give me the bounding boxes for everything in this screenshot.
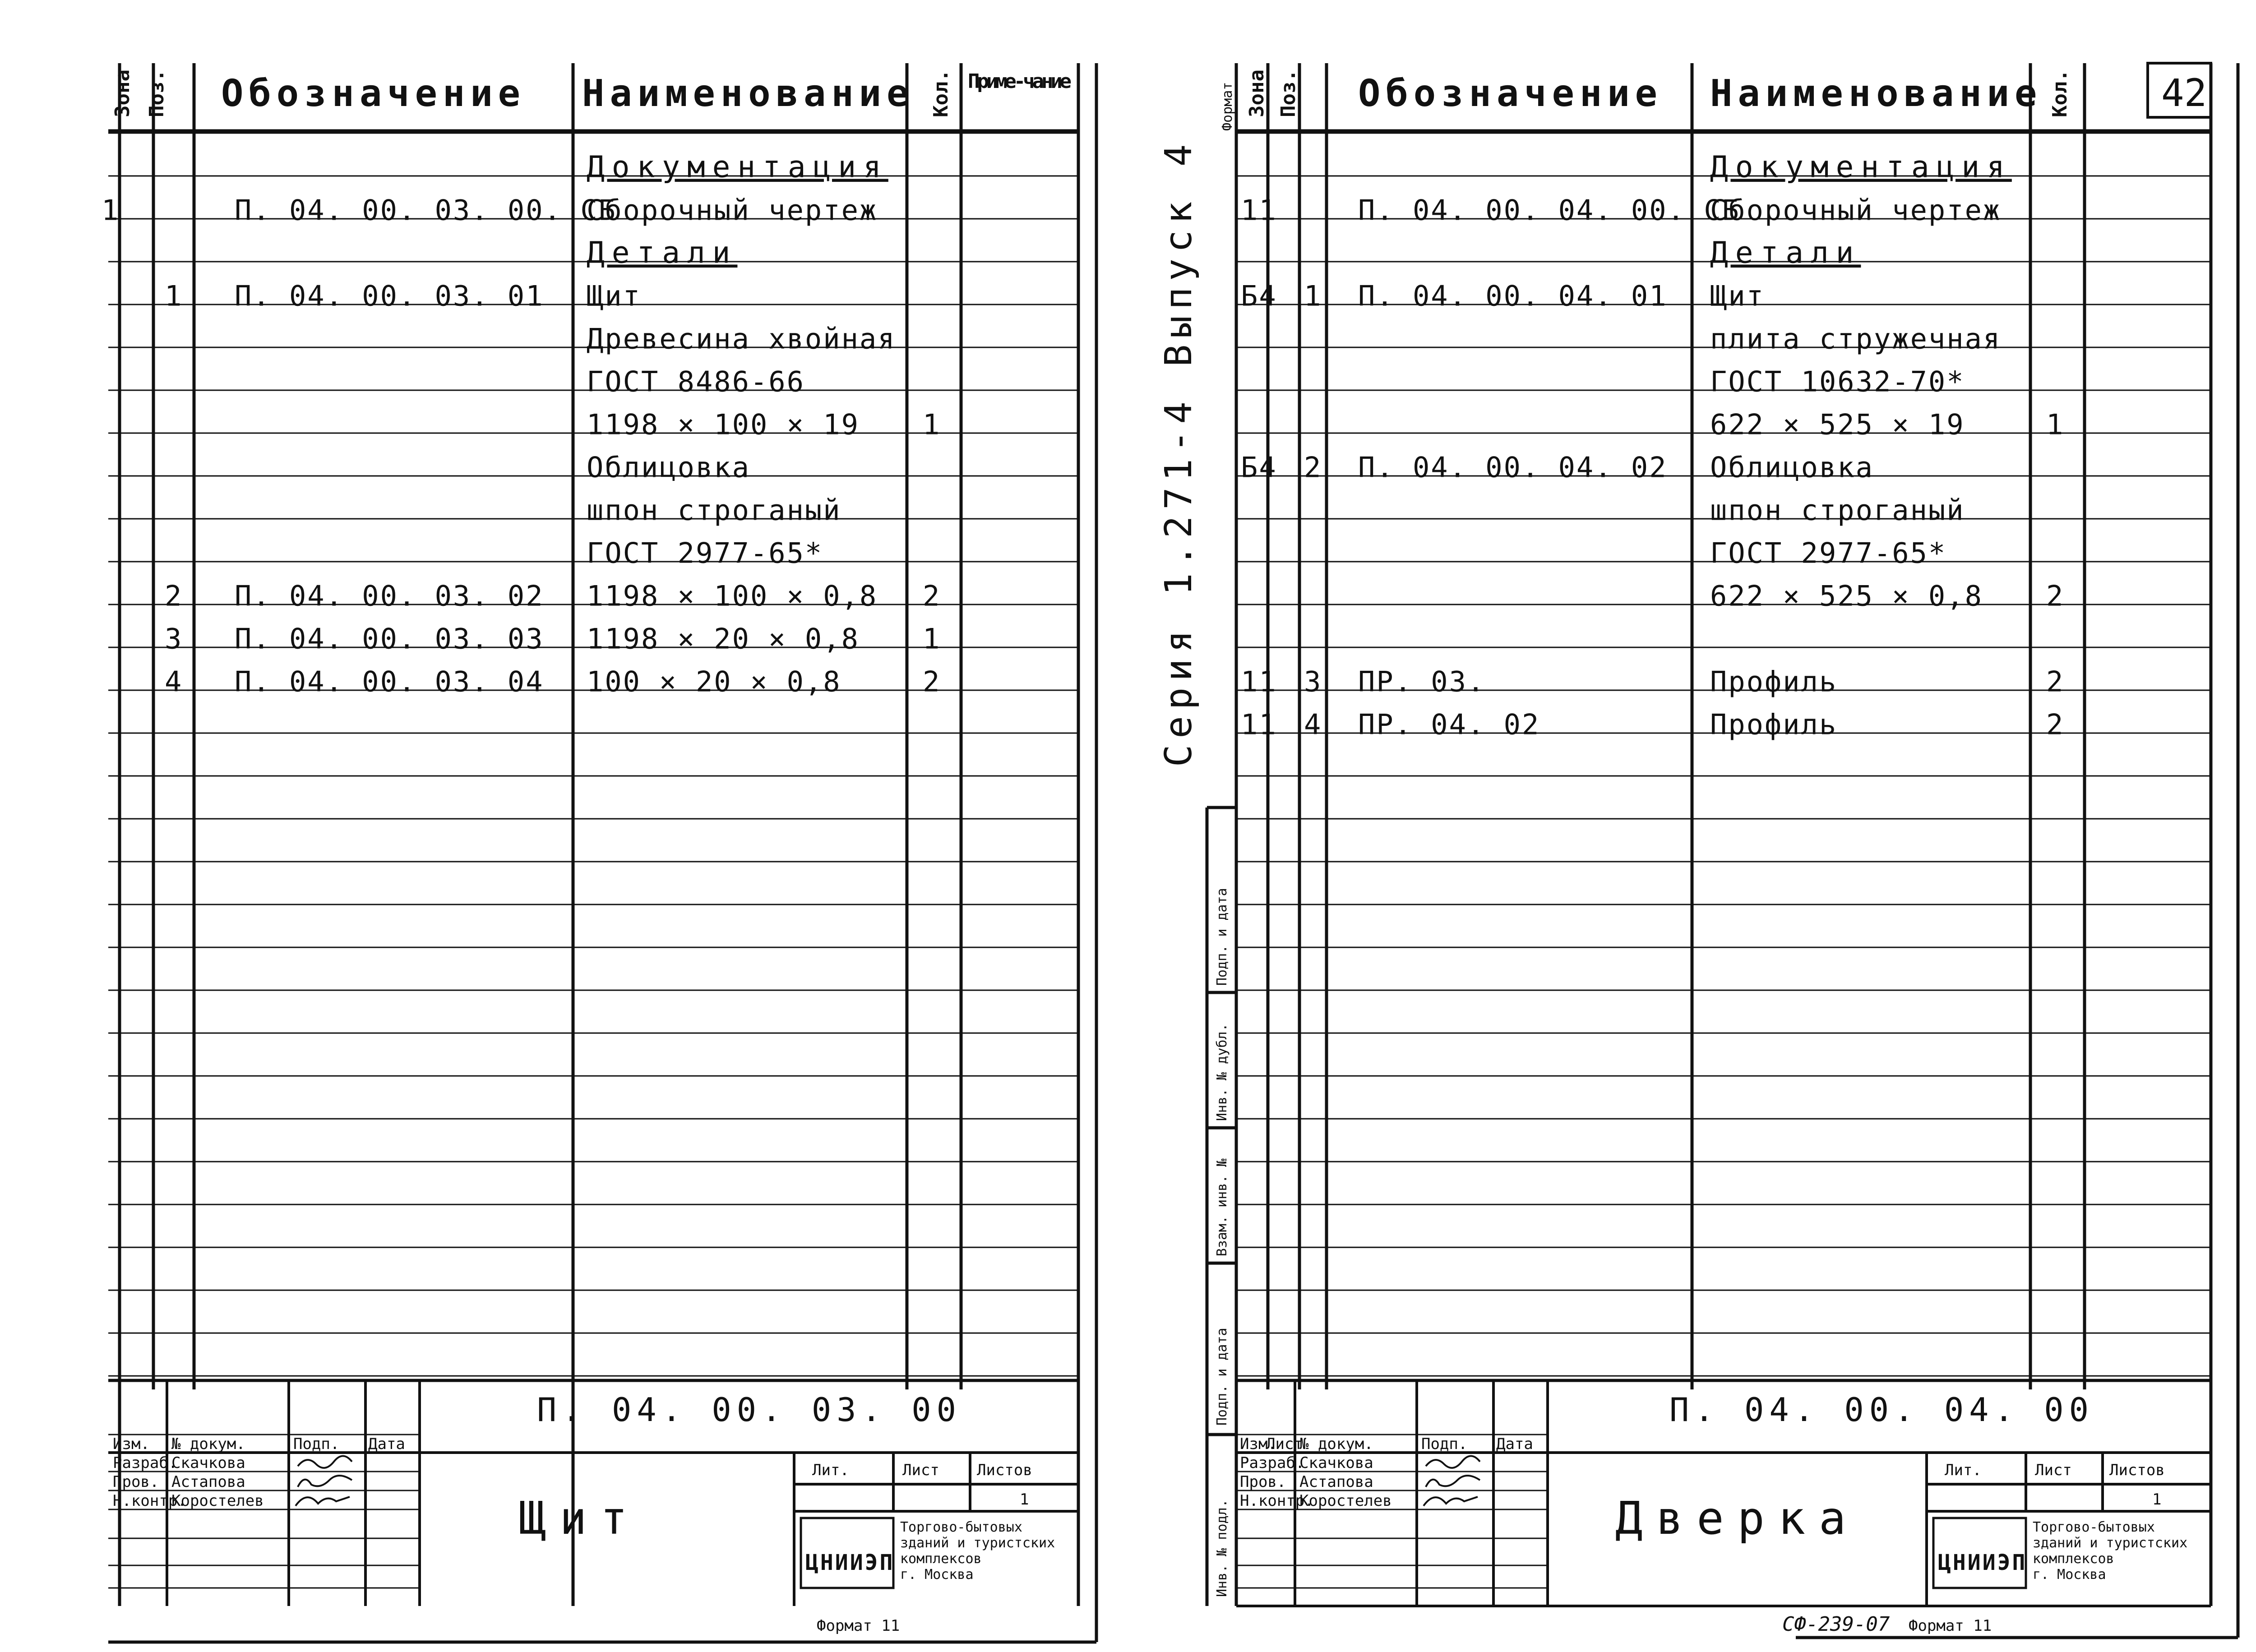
- pos-cell: 4: [1304, 708, 1322, 741]
- org-line-3: комплексов: [2033, 1551, 2114, 1567]
- table-row: [1710, 365, 1965, 398]
- right-spec-sheet: [1207, 63, 2238, 1638]
- qty-header: Кол.: [2048, 69, 2071, 117]
- table-row: [1710, 235, 1861, 270]
- pos-cell: 2: [1304, 451, 1322, 484]
- table-row: [587, 408, 941, 441]
- table-row: [1241, 665, 2064, 698]
- org-line-3: комплексов: [900, 1551, 982, 1567]
- name-cell: шпон строганый: [1710, 494, 1965, 527]
- sheets-value: 1: [2152, 1490, 2162, 1509]
- sheet-label: Лист: [902, 1461, 939, 1479]
- designation-cell: П. 04. 00. 03. 01: [235, 279, 544, 313]
- qty-cell: 1: [923, 408, 941, 441]
- table-row: [587, 365, 805, 398]
- col-izm: Изм.: [1240, 1435, 1277, 1453]
- section-heading: Детали: [587, 235, 738, 270]
- section-heading: Детали: [1710, 235, 1861, 270]
- person-2: Астапова: [171, 1473, 245, 1491]
- col-sign: Подп.: [293, 1435, 340, 1453]
- name-cell: 1198 × 100 × 19: [587, 408, 860, 441]
- qty-cell: 2: [2046, 665, 2065, 698]
- designation-header: Обозначение: [1358, 72, 1663, 115]
- qty-cell: 2: [2046, 579, 2065, 613]
- org-line-4: г. Москва: [900, 1567, 974, 1583]
- pos-cell: 3: [1304, 665, 1322, 698]
- pos-cell: 4: [165, 665, 183, 698]
- org-line-1: Торгово-бытовых: [2033, 1519, 2155, 1535]
- stamp-inv-orig: Инв. № подл.: [1214, 1499, 1230, 1597]
- name-cell: Сборочный чертеж: [1710, 194, 2002, 227]
- table-row: [587, 494, 841, 527]
- sheets-value: 1: [1020, 1490, 1029, 1509]
- format-cell: 11: [1241, 708, 1277, 741]
- name-cell: Щит: [1710, 279, 1765, 313]
- name-cell: Облицовка: [1710, 451, 1874, 484]
- lit-label: Лит.: [1945, 1461, 1982, 1479]
- org-line-2: зданий и туристских: [900, 1535, 1055, 1551]
- person-1: Скачкова: [171, 1454, 245, 1472]
- qty-cell: 1: [923, 622, 941, 655]
- format-header: Формат: [1220, 82, 1235, 131]
- table-row: [1710, 580, 2064, 613]
- designation-cell: ПР. 04. 02: [1358, 708, 1540, 741]
- signature-1: [1426, 1456, 1480, 1468]
- col-doc: № докум.: [1299, 1435, 1373, 1453]
- person-1: Скачкова: [1299, 1454, 1373, 1472]
- name-cell: Щит: [587, 279, 641, 313]
- table-row: [165, 623, 941, 655]
- name-cell: 622 × 525 × 19: [1710, 408, 1965, 441]
- table-row: [587, 537, 823, 570]
- section-heading: Документация: [587, 149, 888, 185]
- table-row: [587, 150, 888, 185]
- name-cell: 1198 × 20 × 0,8: [587, 622, 860, 655]
- format-cell: 1: [102, 194, 120, 227]
- name-cell: ГОСТ 2977-65*: [1710, 536, 1947, 570]
- designation-cell: П. 04. 00. 03. 03: [235, 622, 544, 655]
- table-row: [1710, 150, 2012, 185]
- org-line-2: зданий и туристских: [2033, 1535, 2188, 1551]
- person-3: Коростелев: [171, 1492, 264, 1510]
- table-row: [1710, 537, 1946, 570]
- qty-cell: 2: [923, 665, 941, 698]
- name-cell: Облицовка: [587, 451, 750, 484]
- org-line-4: г. Москва: [2033, 1567, 2106, 1583]
- table-row: [1241, 194, 2001, 227]
- signature-1: [298, 1456, 352, 1468]
- signature-3: [1424, 1497, 1478, 1506]
- role-dev: Разраб.: [113, 1454, 178, 1472]
- table-row: [1241, 451, 1874, 484]
- name-cell: 1198 × 100 × 0,8: [587, 579, 878, 613]
- col-date: Дата: [1496, 1435, 1533, 1453]
- pos-cell: 3: [165, 622, 183, 655]
- item-name: Дверка: [1615, 1492, 1860, 1545]
- designation-cell: П. 04. 00. 03. 00. СБ: [235, 194, 617, 227]
- signature-2: [1426, 1476, 1480, 1487]
- role-norm: Н.контр.: [113, 1492, 187, 1510]
- note-header: Приме-чание: [968, 70, 1072, 93]
- zone-header: Зона: [1245, 69, 1268, 117]
- col-date: Дата: [368, 1435, 405, 1453]
- table-row: [165, 280, 641, 313]
- name-cell: Профиль: [1710, 665, 1838, 698]
- qty-header: Кол.: [929, 69, 952, 117]
- format-cell: Б4: [1241, 451, 1277, 484]
- pos-cell: 2: [165, 579, 183, 613]
- table-row: [1241, 280, 1765, 313]
- person-2: Астапова: [1299, 1473, 1373, 1491]
- archive-code: СФ-239-07: [1782, 1613, 1890, 1636]
- pos-cell: 1: [165, 279, 183, 313]
- role-check: Пров.: [113, 1473, 159, 1491]
- stamp-sign-date-1: Подп. и дата: [1214, 1328, 1230, 1426]
- name-cell: ГОСТ 8486-66: [587, 365, 805, 398]
- sheets-label: Листов: [977, 1461, 1032, 1479]
- col-list: Лист: [1266, 1435, 1303, 1453]
- stamp-inv-dup: Инв. № дубл.: [1214, 1023, 1230, 1121]
- pos-header: Поз.: [145, 69, 168, 117]
- left-spec-sheet: [102, 63, 1096, 1642]
- designation-cell: ПР. 03.: [1358, 665, 1486, 698]
- table-row: [1710, 408, 2064, 441]
- person-3: Коростелев: [1299, 1492, 1392, 1510]
- name-cell: 100 × 20 × 0,8: [587, 665, 841, 698]
- table-row: [165, 580, 941, 613]
- table-row: [1710, 494, 1965, 527]
- doc-code: П. 04. 00. 04. 00: [1669, 1391, 2094, 1429]
- sheet-label: Лист: [2035, 1461, 2072, 1479]
- name-header: Наименование: [1710, 72, 2043, 115]
- designation-cell: П. 04. 00. 03. 02: [235, 579, 544, 613]
- format-label: Формат 11: [1909, 1617, 1992, 1635]
- name-cell: Сборочный чертеж: [587, 194, 878, 227]
- name-cell: шпон строганый: [587, 494, 841, 527]
- org-logo-text: ЦНИИЭП: [805, 1550, 895, 1575]
- role-norm: Н.контр.: [1240, 1492, 1314, 1510]
- org-line-1: Торгово-бытовых: [900, 1519, 1022, 1535]
- doc-code: П. 04. 00. 03. 00: [537, 1391, 962, 1429]
- role-check: Пров.: [1240, 1473, 1286, 1491]
- designation-cell: П. 04. 00. 03. 04: [235, 665, 544, 698]
- qty-cell: 2: [2046, 708, 2065, 741]
- table-row: [1241, 708, 2064, 741]
- name-cell: 622 × 525 × 0,8: [1710, 579, 1983, 613]
- designation-cell: П. 04. 00. 04. 01: [1358, 279, 1668, 313]
- pos-cell: 1: [1304, 279, 1322, 313]
- designation-cell: П. 04. 00. 04. 00. СБ: [1358, 194, 1740, 227]
- role-dev: Разраб.: [1240, 1454, 1305, 1472]
- name-cell: плита стружечная: [1710, 322, 2002, 355]
- stamp-sign-date-2: Подп. и дата: [1214, 888, 1230, 986]
- name-cell: Древесина хвойная: [587, 322, 896, 355]
- format-cell: Б4: [1241, 279, 1277, 313]
- table-row: [102, 194, 878, 227]
- zone-header: Зона: [111, 69, 134, 117]
- table-row: [165, 665, 941, 698]
- format-cell: 11: [1241, 665, 1277, 698]
- signature-3: [296, 1497, 350, 1506]
- name-cell: Профиль: [1710, 708, 1838, 741]
- sheet-number: 42: [2161, 71, 2207, 115]
- format-cell: 11: [1241, 194, 1277, 227]
- series-stamp: Серия 1.271-4 Выпуск 4: [1157, 138, 1200, 767]
- section-heading: Документация: [1710, 149, 2012, 185]
- col-izm: Изм.: [113, 1435, 150, 1453]
- format-label: Формат 11: [817, 1617, 900, 1635]
- sheets-label: Листов: [2109, 1461, 2165, 1479]
- signature-2: [298, 1476, 352, 1487]
- item-name: Щит: [519, 1492, 641, 1545]
- qty-cell: 2: [923, 579, 941, 613]
- table-row: [587, 323, 896, 355]
- org-logo-text: ЦНИИЭП: [1938, 1550, 2027, 1575]
- name-header: Наименование: [582, 72, 915, 115]
- stamp-replace-inv: Взам. инв. №: [1214, 1158, 1230, 1256]
- name-cell: ГОСТ 2977-65*: [587, 536, 823, 570]
- col-doc: № докум.: [171, 1435, 245, 1453]
- table-row: [587, 451, 750, 484]
- designation-header: Обозначение: [221, 72, 526, 115]
- lit-label: Лит.: [812, 1461, 849, 1479]
- col-sign: Подп.: [1421, 1435, 1468, 1453]
- table-row: [1710, 323, 2001, 355]
- designation-cell: П. 04. 00. 04. 02: [1358, 451, 1668, 484]
- name-cell: ГОСТ 10632-70*: [1710, 365, 1965, 398]
- pos-header: Поз.: [1277, 69, 1300, 117]
- table-row: [587, 235, 737, 270]
- qty-cell: 1: [2046, 408, 2065, 441]
